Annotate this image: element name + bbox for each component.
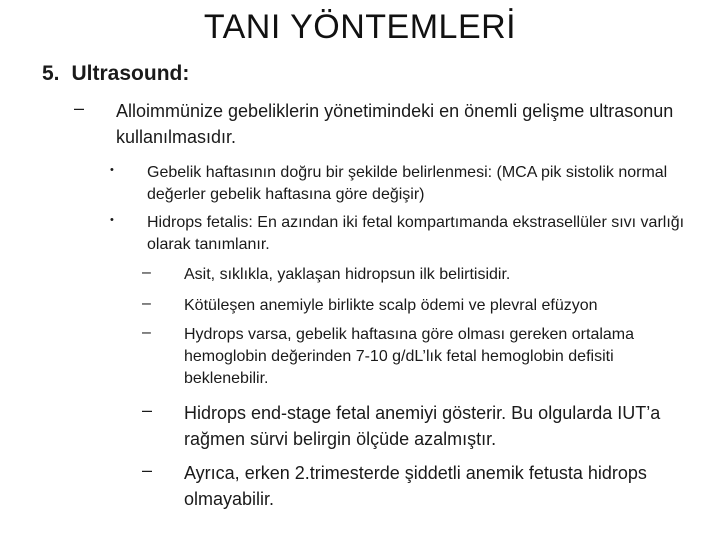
dash-marker: – — [142, 295, 151, 312]
sub-item-text: Ayrıca, erken 2.trimesterde şiddetli anemik fetusta hidrops olmayabilir. — [184, 463, 647, 509]
sub-item-text: Hidrops end-stage fetal anemiyi gösterir. Bu olgularda IUT’a rağmen sürvi belirgin ölçüde azalmıştır. — [184, 403, 661, 449]
section-heading — [42, 62, 189, 86]
section-heading-text: Ultrasound: — [71, 62, 190, 85]
bullet-marker: • — [110, 214, 114, 226]
bullet-text: Hidrops fetalis: En azından iki fetal kompartımanda ekstrasellüler sıvı varlığı olarak tanımlanır. — [147, 214, 685, 253]
dash-marker: – — [74, 98, 85, 118]
dash-marker: – — [142, 264, 151, 281]
sub-item-text: Hydrops varsa, gebelik haftasına göre olması gereken ortalama hemoglobin değerinden 7-10 g/dL’lık fetal hemoglobin defisiti beklenebilir. — [184, 326, 635, 387]
slide-title: TANI YÖNTEMLERİ — [203, 8, 517, 46]
bullet-marker: • — [110, 164, 114, 176]
bullet-text: Gebelik haftasının doğru bir şekilde belirlenmesi: (MCA pik sistolik normal değerler gebelik haftasına göre değişir) — [147, 164, 668, 203]
sub-item-text: Asit, sıklıkla, yaklaşan hidropsun ilk belirtisidir. — [184, 266, 511, 283]
level1-text: Alloimmünize gebeliklerin yönetimindeki en önemli gelişme ultrasonun kullanılmasıdır. — [116, 101, 674, 147]
section-number: 5. — [42, 62, 60, 85]
dash-marker: – — [142, 400, 153, 420]
dash-marker: – — [142, 460, 153, 480]
sub-item-text: Kötüleşen anemiyle birlikte scalp ödemi ve plevral efüzyon — [184, 297, 598, 314]
dash-marker: – — [142, 324, 151, 341]
